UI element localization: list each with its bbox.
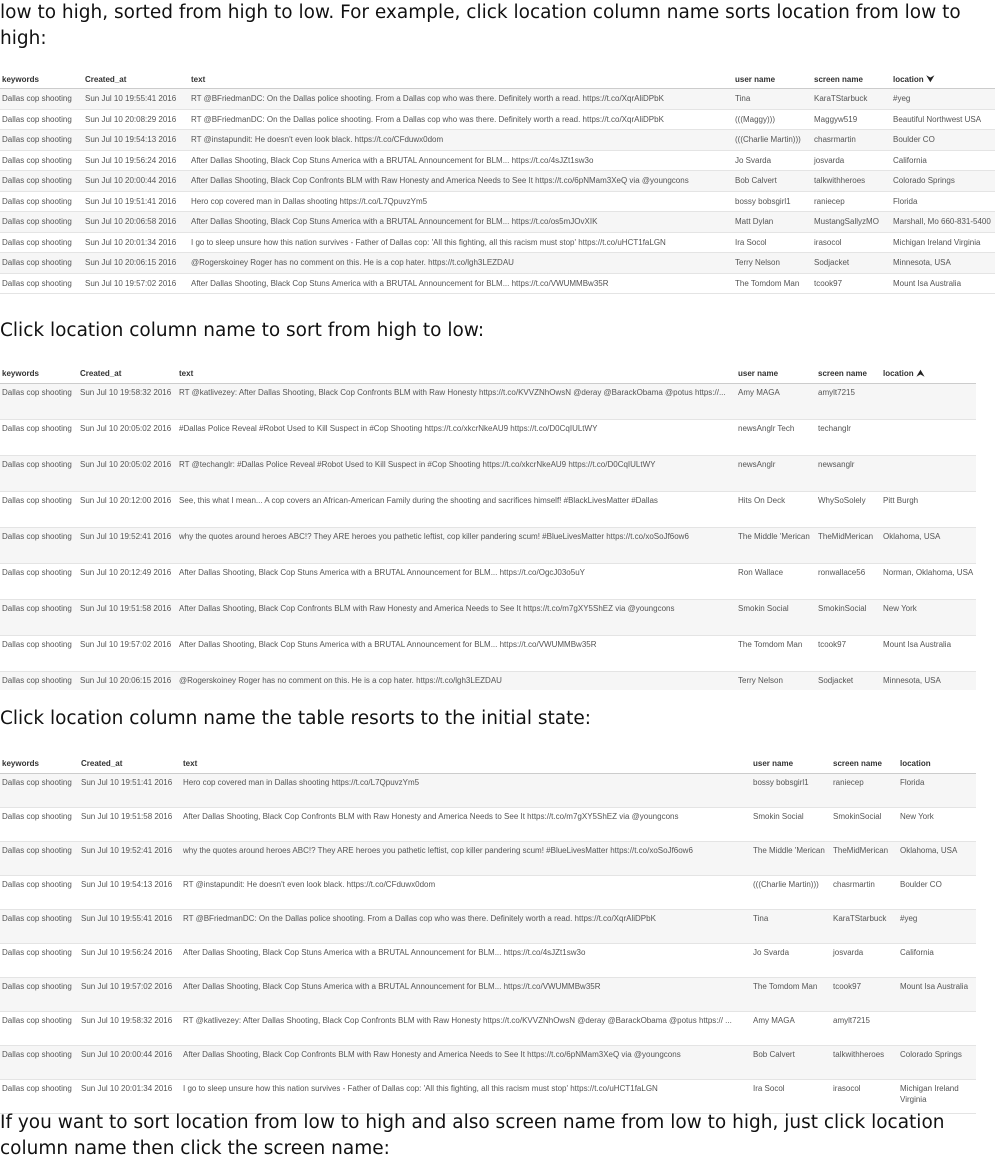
- cell-created-at: Sun Jul 10 20:00:44 2016: [83, 171, 189, 192]
- cell-text: After Dallas Shooting, Black Cop Confronts BLM with Raw Honesty and America Needs to See It https://t.co/m7gXY5ShEZ via @youngcons: [177, 600, 736, 636]
- table-header-row: [0, 754, 976, 774]
- cell-keywords: Dallas cop shooting: [0, 253, 83, 274]
- cell-location: Michigan Ireland Virginia: [898, 1080, 976, 1114]
- cell-text: @Rogerskoiney Roger has no comment on this. He is a cop hater. https://t.co/lgh3LEZDAU: [189, 253, 733, 274]
- column-header-keywords[interactable]: keywords: [0, 364, 78, 384]
- cell-user-name: Ron Wallace: [736, 564, 816, 600]
- cell-created-at: Sun Jul 10 19:54:13 2016: [83, 130, 189, 151]
- cell-created-at: Sun Jul 10 19:51:58 2016: [79, 808, 181, 842]
- cell-keywords: Dallas cop shooting: [0, 808, 79, 842]
- table-row: [0, 978, 976, 1012]
- cell-location: Norman, Oklahoma, USA: [881, 564, 976, 600]
- column-header-created-at[interactable]: Created_at: [79, 754, 181, 774]
- sorted-ascending-table: [0, 70, 995, 294]
- cell-user-name: Bob Calvert: [733, 171, 812, 192]
- cell-location: Minnesota, USA: [891, 253, 995, 274]
- p3-paragraph: Click location column name the table resorts to the initial state:: [0, 708, 592, 729]
- cell-text: RT @BFriedmanDC: On the Dallas police shooting. From a Dallas cop who was there. Definitely worth a read. https://t.co/XqrAliDPbK: [181, 910, 751, 944]
- cell-screen-name: WhySoSolely: [816, 492, 881, 528]
- cell-screen-name: Sodjacket: [816, 672, 881, 691]
- cell-keywords: Dallas cop shooting: [0, 564, 78, 600]
- cell-user-name: Terry Nelson: [736, 672, 816, 691]
- cell-user-name: newsAnglr Tech: [736, 420, 816, 456]
- cell-keywords: Dallas cop shooting: [0, 1012, 79, 1046]
- table-row: [0, 808, 976, 842]
- cell-screen-name: talkwithheroes: [831, 1046, 898, 1080]
- cell-created-at: Sun Jul 10 19:51:41 2016: [83, 191, 189, 212]
- table-row: [0, 600, 976, 636]
- cell-text: RT @katlivezey: After Dallas Shooting, Black Cop Confronts BLM with Raw Honesty https://t.co/KVVZNhOwsN @deray @BarackObama @potus https:// ...: [181, 1012, 751, 1046]
- cell-keywords: Dallas cop shooting: [0, 774, 79, 808]
- cell-text: #Dallas Police Reveal #Robot Used to Kill Suspect in #Cop Shooting https://t.co/xkcrNkeAU9 https://t.co/D0CqIULtWY: [177, 420, 736, 456]
- table-row: [0, 1080, 976, 1114]
- table2-viewport[interactable]: [0, 364, 995, 690]
- cell-user-name: newsAnglr: [736, 456, 816, 492]
- initial-state-table: [0, 754, 976, 1114]
- cell-user-name: Amy MAGA: [751, 1012, 831, 1046]
- cell-text: @Rogerskoiney Roger has no comment on this. He is a cop hater. https://t.co/lgh3LEZDAU: [177, 672, 736, 691]
- cell-created-at: Sun Jul 10 19:57:02 2016: [83, 273, 189, 294]
- cell-screen-name: MustangSallyzMO: [812, 212, 891, 233]
- table-row: [0, 842, 976, 876]
- cell-screen-name: irasocol: [831, 1080, 898, 1114]
- cell-text: After Dallas Shooting, Black Cop Stuns America with a BRUTAL Announcement for BLM... https://t.co/4sJZt1sw3o: [189, 150, 733, 171]
- cell-screen-name: techanglr: [816, 420, 881, 456]
- cell-created-at: Sun Jul 10 19:56:24 2016: [83, 150, 189, 171]
- table-row: [0, 1046, 976, 1080]
- cell-created-at: Sun Jul 10 19:51:41 2016: [79, 774, 181, 808]
- cell-location: [881, 384, 976, 420]
- cell-created-at: Sun Jul 10 20:12:49 2016: [78, 564, 177, 600]
- cell-keywords: Dallas cop shooting: [0, 1080, 79, 1114]
- cell-location: Boulder CO: [898, 876, 976, 910]
- cell-keywords: Dallas cop shooting: [0, 456, 78, 492]
- cell-keywords: Dallas cop shooting: [0, 528, 78, 564]
- cell-user-name: Bob Calvert: [751, 1046, 831, 1080]
- table-row: [0, 1012, 976, 1046]
- cell-keywords: Dallas cop shooting: [0, 212, 83, 233]
- cell-user-name: Ira Socol: [751, 1080, 831, 1114]
- cell-keywords: Dallas cop shooting: [0, 672, 78, 691]
- table-row: [0, 774, 976, 808]
- cell-keywords: Dallas cop shooting: [0, 1046, 79, 1080]
- cell-created-at: Sun Jul 10 19:58:32 2016: [78, 384, 177, 420]
- cell-location: Florida: [898, 774, 976, 808]
- cell-created-at: Sun Jul 10 19:57:02 2016: [78, 636, 177, 672]
- cell-location: Boulder CO: [891, 130, 995, 151]
- cell-user-name: Tina: [751, 910, 831, 944]
- cell-created-at: Sun Jul 10 20:05:02 2016: [78, 456, 177, 492]
- cell-text: After Dallas Shooting, Black Cop Confronts BLM with Raw Honesty and America Needs to See It https://t.co/6pNMam3XeQ via @youngcons: [189, 171, 733, 192]
- column-header-user-name[interactable]: user name: [751, 754, 831, 774]
- cell-text: RT @instapundit: He doesn't even look black. https://t.co/CFduwx0dom: [189, 130, 733, 151]
- cell-location: [898, 1012, 976, 1046]
- cell-created-at: Sun Jul 10 20:06:15 2016: [78, 672, 177, 691]
- cell-location: Michigan Ireland Virginia: [891, 232, 995, 253]
- cell-keywords: Dallas cop shooting: [0, 150, 83, 171]
- cell-text: After Dallas Shooting, Black Cop Stuns America with a BRUTAL Announcement for BLM... https://t.co/OgcJ03o5uY: [177, 564, 736, 600]
- cell-keywords: Dallas cop shooting: [0, 130, 83, 151]
- table-row: [0, 273, 995, 294]
- cell-created-at: Sun Jul 10 19:55:41 2016: [83, 89, 189, 110]
- cell-text: After Dallas Shooting, Black Cop Confronts BLM with Raw Honesty and America Needs to See It https://t.co/m7gXY5ShEZ via @youngcons: [181, 808, 751, 842]
- cell-user-name: Terry Nelson: [733, 253, 812, 274]
- column-header-user-name[interactable]: user name: [736, 364, 816, 384]
- cell-keywords: Dallas cop shooting: [0, 492, 78, 528]
- cell-keywords: Dallas cop shooting: [0, 876, 79, 910]
- cell-user-name: (((Maggy))): [733, 109, 812, 130]
- cell-keywords: Dallas cop shooting: [0, 273, 83, 294]
- table-row: [0, 171, 995, 192]
- cell-location: Beautiful Northwest USA: [891, 109, 995, 130]
- table-row: [0, 910, 976, 944]
- cell-text: After Dallas Shooting, Black Cop Confronts BLM with Raw Honesty and America Needs to See It https://t.co/6pNMam3XeQ via @youngcons: [181, 1046, 751, 1080]
- cell-created-at: Sun Jul 10 19:58:32 2016: [79, 1012, 181, 1046]
- cell-keywords: Dallas cop shooting: [0, 978, 79, 1012]
- table-row: [0, 150, 995, 171]
- table-row: [0, 109, 995, 130]
- cell-screen-name: talkwithheroes: [812, 171, 891, 192]
- cell-screen-name: amylt7215: [816, 384, 881, 420]
- cell-created-at: Sun Jul 10 20:01:34 2016: [79, 1080, 181, 1114]
- cell-screen-name: josvarda: [812, 150, 891, 171]
- cell-user-name: Tina: [733, 89, 812, 110]
- cell-location: California: [891, 150, 995, 171]
- cell-location: Mount Isa Australia: [891, 273, 995, 294]
- cell-screen-name: chasrmartin: [831, 876, 898, 910]
- cell-text: RT @katlivezey: After Dallas Shooting, Black Cop Confronts BLM with Raw Honesty https://t.co/KVVZNhOwsN @deray @BarackObama @potus https://...: [177, 384, 736, 420]
- cell-location: [881, 420, 976, 456]
- chevron-down-icon: ⮟: [926, 73, 935, 84]
- cell-keywords: Dallas cop shooting: [0, 109, 83, 130]
- cell-screen-name: SmokinSocial: [831, 808, 898, 842]
- intro-paragraph: low to high, sorted from high to low. For example, click location column name sorts location from low to high:: [0, 2, 961, 49]
- table-row: [0, 944, 976, 978]
- cell-text: RT @BFriedmanDC: On the Dallas police shooting. From a Dallas cop who was there. Definitely worth a read. https://t.co/XqrAliDPbK: [189, 89, 733, 110]
- table-row: [0, 636, 976, 672]
- cell-user-name: Hits On Deck: [736, 492, 816, 528]
- cell-user-name: Smokin Social: [751, 808, 831, 842]
- cell-location: Pitt Burgh: [881, 492, 976, 528]
- cell-keywords: Dallas cop shooting: [0, 232, 83, 253]
- column-header-keywords[interactable]: keywords: [0, 754, 79, 774]
- cell-keywords: Dallas cop shooting: [0, 636, 78, 672]
- cell-text: I go to sleep unsure how this nation survives - Father of Dallas cop: 'All this fighting, all this racism must stop' https://t.co/uHCT1faLGN: [181, 1080, 751, 1114]
- cell-text: Hero cop covered man in Dallas shooting https://t.co/L7QpuvzYm5: [181, 774, 751, 808]
- cell-location: Mount Isa Australia: [881, 636, 976, 672]
- cell-user-name: The Middle 'Merican: [736, 528, 816, 564]
- cell-user-name: The Tomdom Man: [733, 273, 812, 294]
- column-header-created-at[interactable]: Created_at: [78, 364, 177, 384]
- column-header-user-name[interactable]: user name: [733, 70, 812, 89]
- cell-text: See, this what I mean... A cop covers an African-American Family during the shooting and sacrifices himself! #BlackLivesMatter #Dallas: [177, 492, 736, 528]
- table-row: [0, 89, 995, 110]
- cell-user-name: (((Charlie Martin))): [751, 876, 831, 910]
- cell-created-at: Sun Jul 10 19:52:41 2016: [78, 528, 177, 564]
- cell-user-name: Ira Socol: [733, 232, 812, 253]
- cell-created-at: Sun Jul 10 19:52:41 2016: [79, 842, 181, 876]
- cell-created-at: Sun Jul 10 20:06:58 2016: [83, 212, 189, 233]
- cell-screen-name: raniecep: [831, 774, 898, 808]
- cell-user-name: bossy bobsgirl1: [751, 774, 831, 808]
- cell-text: why the quotes around heroes ABC!? They ARE heroes you pathetic leftist, cop killer pandering scum! #BlueLivesMatter https://t.co/xoSoJf6ow6: [181, 842, 751, 876]
- cell-screen-name: newsanglr: [816, 456, 881, 492]
- cell-keywords: Dallas cop shooting: [0, 600, 78, 636]
- cell-text: After Dallas Shooting, Black Cop Stuns America with a BRUTAL Announcement for BLM... https://t.co/VWUMMBw35R: [181, 978, 751, 1012]
- cell-created-at: Sun Jul 10 19:56:24 2016: [79, 944, 181, 978]
- cell-user-name: Jo Svarda: [751, 944, 831, 978]
- cell-keywords: Dallas cop shooting: [0, 171, 83, 192]
- table-row: [0, 384, 976, 420]
- column-header-screen-name[interactable]: screen name: [831, 754, 898, 774]
- cell-location: Oklahoma, USA: [881, 528, 976, 564]
- cell-user-name: Amy MAGA: [736, 384, 816, 420]
- table-header-row: [0, 364, 976, 384]
- column-header-keywords[interactable]: keywords: [0, 70, 83, 89]
- cell-text: why the quotes around heroes ABC!? They ARE heroes you pathetic leftist, cop killer pandering scum! #BlueLivesMatter https://t.co/xoSoJf6ow6: [177, 528, 736, 564]
- cell-text: After Dallas Shooting, Black Cop Stuns America with a BRUTAL Announcement for BLM... https://t.co/VWUMMBw35R: [177, 636, 736, 672]
- cell-location: #yeg: [891, 89, 995, 110]
- cell-created-at: Sun Jul 10 20:05:02 2016: [78, 420, 177, 456]
- cell-user-name: Jo Svarda: [733, 150, 812, 171]
- cell-screen-name: Maggyw519: [812, 109, 891, 130]
- table-header-row: [0, 70, 995, 89]
- cell-created-at: Sun Jul 10 19:51:58 2016: [78, 600, 177, 636]
- cell-location: Minnesota, USA: [881, 672, 976, 691]
- table-row: [0, 212, 995, 233]
- column-header-text[interactable]: text: [177, 364, 736, 384]
- cell-created-at: Sun Jul 10 20:06:15 2016: [83, 253, 189, 274]
- cell-text: RT @BFriedmanDC: On the Dallas police shooting. From a Dallas cop who was there. Definitely worth a read. https://t.co/XqrAliDPbK: [189, 109, 733, 130]
- table-row: [0, 564, 976, 600]
- cell-screen-name: tcook97: [816, 636, 881, 672]
- cell-screen-name: KaraTStarbuck: [831, 910, 898, 944]
- cell-created-at: Sun Jul 10 19:54:13 2016: [79, 876, 181, 910]
- cell-location: [881, 456, 976, 492]
- column-header-location[interactable]: [891, 70, 995, 89]
- cell-keywords: Dallas cop shooting: [0, 191, 83, 212]
- table-row: [0, 191, 995, 212]
- table-row: [0, 876, 976, 910]
- cell-user-name: (((Charlie Martin))): [733, 130, 812, 151]
- table-row: [0, 492, 976, 528]
- cell-user-name: Smokin Social: [736, 600, 816, 636]
- cell-keywords: Dallas cop shooting: [0, 910, 79, 944]
- cell-location: Marshall, Mo 660-831-5400: [891, 212, 995, 233]
- cell-text: After Dallas Shooting, Black Cop Stuns America with a BRUTAL Announcement for BLM... https://t.co/4sJZt1sw3o: [181, 944, 751, 978]
- cell-screen-name: KaraTStarbuck: [812, 89, 891, 110]
- cell-text: RT @techanglr: #Dallas Police Reveal #Robot Used to Kill Suspect in #Cop Shooting https://t.co/xkcrNkeAU9 https://t.co/D0CqIULtWY: [177, 456, 736, 492]
- cell-location: #yeg: [898, 910, 976, 944]
- cell-screen-name: tcook97: [831, 978, 898, 1012]
- column-header-location-label: location: [883, 369, 914, 378]
- cell-location: California: [898, 944, 976, 978]
- cell-user-name: The Tomdom Man: [751, 978, 831, 1012]
- cell-user-name: bossy bobsgirl1: [733, 191, 812, 212]
- cell-text: I go to sleep unsure how this nation survives - Father of Dallas cop: 'All this fighting, all this racism must stop' https://t.co/uHCT1faLGN: [189, 232, 733, 253]
- p4-paragraph: If you want to sort location from low to high and also screen name from low to high, just click location column name then click the screen name:: [0, 1112, 945, 1159]
- table-row: [0, 232, 995, 253]
- cell-location: Colorado Springs: [898, 1046, 976, 1080]
- cell-text: After Dallas Shooting, Black Cop Stuns America with a BRUTAL Announcement for BLM... https://t.co/os5mJOvXIK: [189, 212, 733, 233]
- cell-keywords: Dallas cop shooting: [0, 89, 83, 110]
- column-header-screen-name[interactable]: screen name: [812, 70, 891, 89]
- table-row: [0, 456, 976, 492]
- sorted-descending-table: [0, 364, 976, 690]
- cell-keywords: Dallas cop shooting: [0, 842, 79, 876]
- cell-text: Hero cop covered man in Dallas shooting https://t.co/L7QpuvzYm5: [189, 191, 733, 212]
- cell-location: Mount Isa Australia: [898, 978, 976, 1012]
- cell-keywords: Dallas cop shooting: [0, 420, 78, 456]
- cell-screen-name: josvarda: [831, 944, 898, 978]
- cell-keywords: Dallas cop shooting: [0, 384, 78, 420]
- cell-screen-name: irasocol: [812, 232, 891, 253]
- cell-created-at: Sun Jul 10 20:01:34 2016: [83, 232, 189, 253]
- column-header-text[interactable]: text: [189, 70, 733, 89]
- cell-created-at: Sun Jul 10 20:00:44 2016: [79, 1046, 181, 1080]
- column-header-text[interactable]: text: [181, 754, 751, 774]
- cell-screen-name: Sodjacket: [812, 253, 891, 274]
- table-row: [0, 253, 995, 274]
- cell-location: New York: [881, 600, 976, 636]
- cell-text: RT @instapundit: He doesn't even look black. https://t.co/CFduwx0dom: [181, 876, 751, 910]
- column-header-screen-name[interactable]: screen name: [816, 364, 881, 384]
- cell-screen-name: TheMidMerican: [831, 842, 898, 876]
- cell-screen-name: raniecep: [812, 191, 891, 212]
- cell-user-name: The Tomdom Man: [736, 636, 816, 672]
- column-header-location[interactable]: location: [898, 754, 976, 774]
- cell-user-name: The Middle 'Merican: [751, 842, 831, 876]
- cell-created-at: Sun Jul 10 20:08:29 2016: [83, 109, 189, 130]
- cell-screen-name: ronwallace56: [816, 564, 881, 600]
- p2-paragraph: Click location column name to sort from high to low:: [0, 320, 485, 341]
- cell-keywords: Dallas cop shooting: [0, 944, 79, 978]
- cell-screen-name: amylt7215: [831, 1012, 898, 1046]
- cell-created-at: Sun Jul 10 19:57:02 2016: [79, 978, 181, 1012]
- cell-location: Oklahoma, USA: [898, 842, 976, 876]
- cell-location: Florida: [891, 191, 995, 212]
- table-row: [0, 672, 976, 691]
- column-header-location-label: location: [893, 74, 924, 84]
- table-row: [0, 420, 976, 456]
- chevron-up-icon: ⮝: [916, 368, 925, 378]
- cell-text: After Dallas Shooting, Black Cop Stuns America with a BRUTAL Announcement for BLM... https://t.co/VWUMMBw35R: [189, 273, 733, 294]
- cell-created-at: Sun Jul 10 20:12:00 2016: [78, 492, 177, 528]
- cell-screen-name: SmokinSocial: [816, 600, 881, 636]
- table-row: [0, 130, 995, 151]
- cell-user-name: Matt Dylan: [733, 212, 812, 233]
- column-header-created-at[interactable]: Created_at: [83, 70, 189, 89]
- cell-created-at: Sun Jul 10 19:55:41 2016: [79, 910, 181, 944]
- column-header-location[interactable]: [881, 364, 976, 384]
- cell-location: Colorado Springs: [891, 171, 995, 192]
- cell-screen-name: tcook97: [812, 273, 891, 294]
- table-row: [0, 528, 976, 564]
- cell-screen-name: chasrmartin: [812, 130, 891, 151]
- cell-screen-name: TheMidMerican: [816, 528, 881, 564]
- cell-location: New York: [898, 808, 976, 842]
